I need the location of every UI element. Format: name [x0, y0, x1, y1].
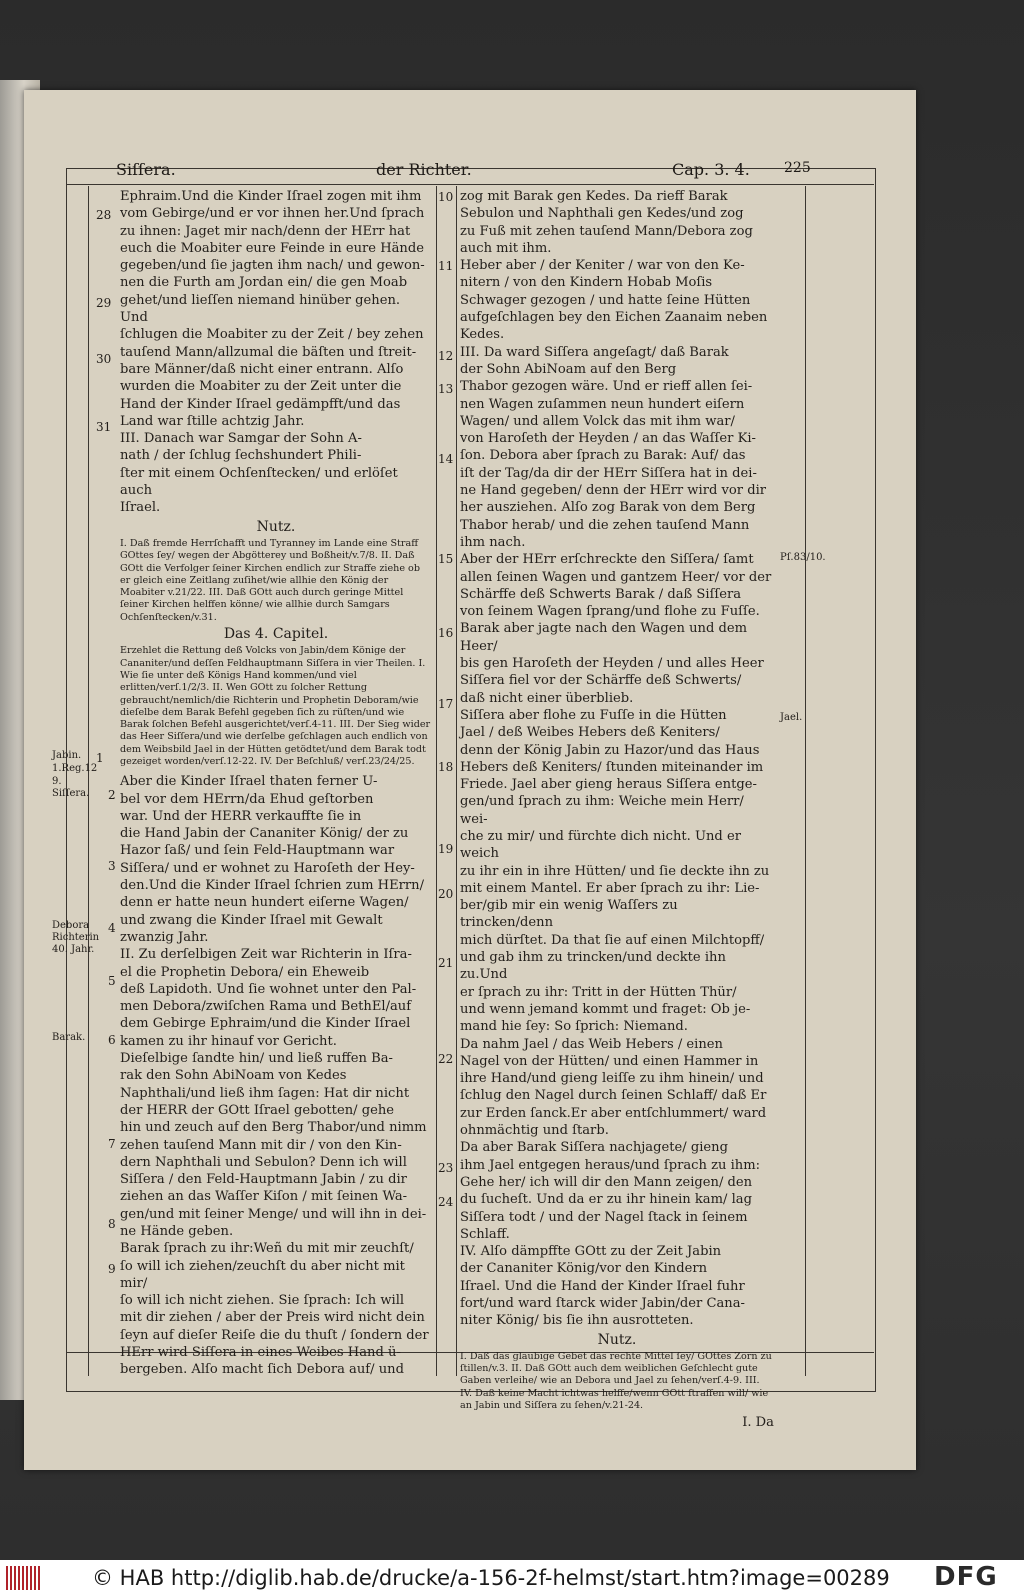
- text-line: men Debora/zwiſchen Rama und BethEl/auf: [120, 999, 412, 1015]
- running-head-right: Cap. 3. 4.: [672, 160, 750, 179]
- text-line: HErr wird Siſſera in eines Weibes Hand ü-: [120, 1345, 401, 1361]
- verse-number: 17: [438, 697, 454, 711]
- verse-number: 22: [438, 1052, 454, 1066]
- text-line: nen Wagen zuſammen neun hundert eiſern: [460, 396, 745, 412]
- running-head-center: der Richter.: [376, 160, 472, 179]
- text-line: Siſſera todt / und der Nagel ſtack in ſeinem: [460, 1209, 748, 1225]
- verse-number: 4: [108, 921, 116, 935]
- header-rule: [66, 184, 874, 185]
- text-line: Jael / deß Weibes Hebers deß Keniters/: [460, 725, 720, 741]
- text-line: ſo will ich ziehen/zeuchſt du aber nicht mit mir/: [120, 1258, 405, 1291]
- text-line: Schwager gezogen / und hatte ſeine Hütten: [460, 292, 751, 308]
- verse-number: 3: [108, 859, 116, 873]
- text-line: Land war ſtille achtzig Jahr.: [120, 413, 305, 429]
- text-line: vom Gebirge/und er vor ihnen her.Und ſprach: [120, 206, 425, 222]
- right-column: [460, 188, 774, 1432]
- text-line: Siſſera / den Feld-Hauptmann Jabin / zu dir: [120, 1172, 407, 1188]
- text-line: Thabor gezogen wäre. Und er rieff allen ſei-: [460, 379, 753, 395]
- verse-number: 14: [438, 452, 454, 466]
- text-line: allen ſeinen Wagen und gantzem Heer/ vor der: [460, 569, 772, 585]
- margin-note: Siſſera.: [52, 788, 90, 799]
- text-line: gen/und ſprach zu ihm: Weiche mein Herr/ wei-: [460, 794, 744, 827]
- text-line: Siſſera aber flohe zu Fuſſe in die Hütten: [460, 707, 727, 723]
- verse-number: 11: [438, 259, 454, 273]
- text-line: gen/und mit ſeiner Menge/ und will ihn in dei-: [120, 1206, 427, 1222]
- text-line: bis gen Haroſeth der Heyden / und alles Heer: [460, 656, 764, 672]
- text-line: gehet/und lieſſen niemand hinüber gehen. Und: [120, 292, 401, 326]
- text-line: Naphthali/und ließ ihm ſagen: Hat dir nicht: [120, 1085, 410, 1101]
- text-line: nath / der ſchlug ſechshundert Phili-: [120, 448, 362, 464]
- nutz-text-2: I. Daß das glaubige Gebet das rechte Mittel ſey/ GOttes Zorn zu ſtillen/v.3. II. Daß GOtt auch dem weiblichen Geſchlecht gute Gaben verleihe/ wie an Debora und Jael zu ſehen/verſ.4-9. III. IV. Daß keine Macht ichtwas helffe/wenn GOtt ſtraffen will/ wie an Jabin und Siſſera zu ſehen/v.21-24.: [460, 1350, 772, 1412]
- text-line: Dieſelbige ſandte hin/ und ließ ruffen Ba-: [120, 1051, 393, 1067]
- text-line: auch mit ihm.: [460, 240, 552, 256]
- text-line: zwanzig Jahr.: [120, 929, 209, 945]
- text-line: mit dir ziehen / aber der Preis wird nicht dein: [120, 1310, 425, 1326]
- book-page: [24, 90, 916, 1470]
- text-line: Aber die Kinder Iſrael thaten ferner U-: [120, 774, 378, 790]
- text-line: her ausziehen. Alſo zog Barak von dem Berg: [460, 500, 756, 516]
- verse-number: 18: [438, 760, 454, 774]
- text-line: Iſrael.: [120, 500, 161, 516]
- catchword: I. Da: [742, 1415, 774, 1431]
- barcode-icon: [6, 1566, 42, 1590]
- text-line: Nagel von der Hütten/ und einen Hammer in: [460, 1053, 759, 1069]
- margin-note: Jael.: [780, 712, 803, 723]
- running-head-left: Siſſera.: [116, 160, 176, 179]
- margin-note: 40. Jahr.: [52, 944, 95, 955]
- text-line: Iſrael. Und die Hand der Kinder Iſrael fuhr: [460, 1278, 745, 1294]
- text-line: Hebers deß Keniters/ ſtunden miteinander im: [460, 759, 764, 775]
- text-line: ohnmächtig und ſtarb.: [460, 1123, 609, 1139]
- text-line: zu ihr ein in ihre Hütten/ und ſie deckte ihn zu: [460, 863, 770, 879]
- text-line: ſter mit einem Ochſenſtecken/ und erlöſet auch: [120, 465, 398, 499]
- left-column-lines: [120, 188, 432, 517]
- column-divider-left: [436, 186, 437, 1376]
- text-line: iſt der Tag/da dir der HErr Siſſera hat in dei-: [460, 465, 757, 481]
- verse-number: 7: [108, 1137, 116, 1151]
- text-line: zur Erden ſanck.Er aber entſchlummert/ ward: [460, 1105, 767, 1121]
- margin-note: Richterin: [52, 932, 100, 943]
- text-line: von Haroſeth der Heyden / an das Waſſer Ki-: [460, 431, 756, 447]
- verse-number: 28: [96, 208, 112, 222]
- text-line: dem Gebirge Ephraim/und die Kinder Iſrael: [120, 1016, 411, 1032]
- text-line: der Cananiter König/vor den Kindern: [460, 1261, 708, 1277]
- text-line: ſchlugen die Moabiter zu der Zeit / bey zehen: [120, 327, 424, 343]
- text-line: der Sohn AbiNoam auf den Berg: [460, 361, 677, 377]
- chapter-title: Das 4. Capitel.: [223, 626, 329, 643]
- verse-number: 23: [438, 1161, 454, 1175]
- text-line: fort/und ward ſtarck wider Jabin/der Cana-: [460, 1296, 745, 1311]
- margin-note: Debora: [52, 920, 90, 931]
- text-line: Hand der Kinder Iſrael gedämpfft/und das: [120, 396, 401, 412]
- text-line: zog mit Barak gen Kedes. Da rieff Barak: [460, 189, 728, 204]
- text-line: tauſend Mann/allzumal die bäſten und ſtreit-: [120, 344, 417, 360]
- text-line: ſo will ich nicht ziehen. Sie ſprach: Ich will: [120, 1293, 405, 1309]
- text-line: euch die Moabiter eure Feinde in eure Hände: [120, 240, 424, 256]
- verse-number: 5: [108, 974, 116, 988]
- text-line: wurden die Moabiter zu der Zeit unter die: [120, 379, 402, 395]
- margin-note: 9.: [52, 776, 62, 787]
- text-line: nen die Furth am Jordan ein/ die gen Moab: [120, 275, 408, 291]
- text-line: aufgeſchlagen bey den Eichen Zaanaim neben: [460, 310, 768, 326]
- text-line: ne Hände geben.: [120, 1224, 234, 1239]
- text-line: zu ihnen: Jaget mir nach/denn der HErr hat: [120, 223, 411, 239]
- text-line: Kedes.: [460, 327, 505, 343]
- text-line: mich dürſtet. Da that ſie auf einen Milchtopff/: [460, 932, 765, 948]
- text-line: von ſeinem Wagen ſprang/und flohe zu Fuſſe.: [460, 604, 760, 620]
- text-line: Wagen/ und allem Volck das mit ihm war/: [460, 413, 735, 429]
- text-line: nitern / von den Kindern Hobab Moſis: [460, 275, 713, 291]
- text-line: IV. Alſo dämpffte GOtt zu der Zeit Jabin: [460, 1244, 722, 1260]
- footer-credit[interactable]: © HAB http://diglib.hab.de/drucke/a-156-2f-helmst/start.htm?image=00289: [92, 1566, 890, 1590]
- text-line: Siſſera fiel vor der Schärffe deß Schwerts/: [460, 673, 742, 689]
- text-line: ihm Jael entgegen heraus/und ſprach zu ihm:: [460, 1157, 761, 1173]
- text-line: III. Da ward Siſſera angeſagt/ daß Barak: [460, 344, 729, 360]
- verse-number: 20: [438, 887, 454, 901]
- column-divider-right: [456, 186, 457, 1376]
- verse-number: 19: [438, 842, 454, 856]
- text-line: deß Lapidoth. Und ſie wohnet unter den Pal-: [120, 981, 417, 997]
- text-line: che zu mir/ und fürchte dich nicht. Und er weich: [460, 828, 741, 862]
- text-line: ihm nach.: [460, 534, 526, 550]
- verse-number: 12: [438, 349, 454, 363]
- chapter-summary: Erzehlet die Rettung deß Volcks von Jabin/dem Könige der Cananiter/und deſſen Feldhauptmann Siſſera in vier Theilen. I. Wie ſie unter deß Königs Hand kommen/und viel erlitten/verſ.1/2/3. II. Wen GOtt zu ſolcher Rettung gebraucht/nemlich/die Richterin und Prophetin Deboram/wie dieſelbe dem Barak Befehl gegeben ſich zu rüſten/und wie Barak ſolchen Befehl ausgerichtet/verſ.4-11. III. Der Sieg wider das Heer Siſſera/und wie derſelbe geſchlagen auch endlich von dem Weibsbild Jael in der Hütten getödtet/und dem Barak todt gezeiget worden/verſ.12-22. IV. Der Beſchluß/ verſ.23/24/25.: [120, 645, 431, 767]
- text-line: zu Fuß mit zehen tauſend Mann/Debora zog: [460, 223, 753, 239]
- text-line: zehen tauſend Mann mit dir / von den Kin-: [120, 1137, 402, 1153]
- text-line: und wenn jemand kommt und fraget: Ob je-: [460, 1001, 751, 1017]
- text-line: bare Männer/daß nicht einer entrann. Alſo: [120, 361, 404, 377]
- text-line: Ephraim.Und die Kinder Iſrael zogen mit ihm: [120, 189, 422, 204]
- text-line: Schärffe deß Schwerts Barak / daß Siſſera: [460, 586, 742, 602]
- text-line: kamen zu ihr hinauf vor Gericht.: [120, 1033, 337, 1049]
- text-line: die Hand Jabin der Cananiter König/ der zu: [120, 826, 409, 842]
- text-line: Siſſera/ und er wohnet zu Haroſeth der Hey-: [120, 860, 415, 876]
- verse-number: 13: [438, 382, 454, 396]
- text-line: denn der König Jabin zu Hazor/und das Haus: [460, 742, 760, 758]
- verse-number: 15: [438, 552, 454, 566]
- text-line: ſon. Debora aber ſprach zu Barak: Auf/ das: [460, 448, 746, 464]
- text-line: rak den Sohn AbiNoam von Kedes: [120, 1068, 347, 1084]
- text-line: den.Und die Kinder Iſrael ſchrien zum HErrn/: [120, 878, 425, 894]
- text-line: Gehe her/ ich will dir den Mann zeigen/ den: [460, 1174, 753, 1190]
- text-line: der HERR der GOtt Iſrael gebotten/ gehe: [120, 1102, 395, 1118]
- text-line: war. Und der HERR verkauffte ſie in: [120, 808, 362, 824]
- text-line: dern Naphthali und Sebulon? Denn ich will: [120, 1154, 407, 1170]
- margin-note: Jabin.: [52, 750, 82, 761]
- right-column-lines: [460, 188, 774, 1330]
- text-line: bergeben. Alſo macht ſich Debora auf/ und: [120, 1362, 404, 1378]
- left-column: [120, 188, 432, 1379]
- text-line: mand hie ſey: So ſprich: Niemand.: [460, 1019, 688, 1035]
- text-line: denn er hatte neun hundert eiſerne Wagen/: [120, 895, 409, 911]
- text-line: Schlaff.: [460, 1226, 510, 1242]
- text-line: mit einem Mantel. Er aber ſprach zu ihr: Lie-: [460, 880, 760, 896]
- text-line: Barak ſprach zu ihr:Weñ du mit mir zeuchſt/: [120, 1241, 414, 1257]
- text-line: daß nicht einer überblieb.: [460, 690, 634, 706]
- margin-note: 1.Reg.12: [52, 763, 98, 774]
- verse-number: 16: [438, 626, 454, 640]
- nutz-text-1: I. Daß fremde Herrſchafft und Tyranney im Lande eine Straff GOttes ſey/ wegen der Abgötterey und Boßheit/v.7/8. II. Daß GOtt die Verfolger ſeiner Kirchen endlich zur Straffe ziehe ob er gleich eine Zeitlang zuſihet/wie allhie den König der Moabiter v.21/22. III. Daß GOtt auch durch geringe Mittel ſeiner Kirchen helffen könne/ wie allhie durch Samgars Ochſenſtecken/v.31.: [120, 537, 420, 623]
- text-line: Friede. Jael aber gieng heraus Siſſera entge-: [460, 777, 757, 793]
- verse-number: 31: [96, 420, 112, 434]
- dfg-logo: DFG: [934, 1562, 998, 1592]
- verse-number: 2: [108, 788, 116, 802]
- text-line: bel vor dem HErrn/da Ehud geſtorben: [120, 791, 374, 807]
- text-line: er ſprach zu ihr: Tritt in der Hütten Thür/: [460, 984, 737, 1000]
- text-line: el die Prophetin Debora/ ein Eheweib: [120, 964, 370, 980]
- verse-number: 9: [108, 1262, 116, 1276]
- text-line: ihre Hand/und gieng leiſſe zu ihm hinein/ und: [460, 1071, 764, 1087]
- verse-number: 21: [438, 956, 454, 970]
- verse-number: 8: [108, 1217, 116, 1231]
- footer-bar: [0, 1560, 1024, 1596]
- text-line: ber/gib mir ein wenig Waſſers zu trincken/denn: [460, 898, 678, 931]
- text-line: hin und zeuch auf den Berg Thabor/und nimm: [120, 1120, 427, 1136]
- text-line: und gab ihm zu trincken/und deckte ihn zu.Und: [460, 950, 726, 983]
- text-line: III. Danach war Samgar der Sohn A-: [120, 431, 362, 447]
- text-line: Da aber Barak Siſſera nachjagete/ gieng: [460, 1140, 728, 1156]
- text-line: II. Zu derſelbigen Zeit war Richterin in Iſra-: [120, 947, 412, 963]
- left-column-lines-2: [120, 773, 432, 1378]
- text-line: Thabor herab/ und die zehen tauſend Mann: [460, 517, 750, 533]
- text-line: du ſucheſt. Und da er zu ihr hinein kam/ lag: [460, 1192, 752, 1208]
- nutz-heading-1: Nutz.: [256, 518, 296, 535]
- text-line: niter König/ bis ſie ihn ausrotteten.: [460, 1313, 694, 1329]
- text-line: ſeyn auf dieſer Reiſe die du thuſt / ſondern der: [120, 1327, 429, 1343]
- text-line: Aber der HErr erſchreckte den Siſſera/ ſamt: [460, 552, 754, 568]
- text-line: ſchlug den Nagel durch ſeinen Schlaff/ daß Er: [460, 1088, 767, 1104]
- verse-number: 29: [96, 296, 112, 310]
- text-line: und zwang die Kinder Iſrael mit Gewalt: [120, 912, 383, 928]
- text-line: ziehen an das Waſſer Kiſon / mit ſeinen Wa-: [120, 1189, 408, 1205]
- margin-note: Barak.: [52, 1032, 86, 1043]
- text-line: Sebulon und Naphthali gen Kedes/und zog: [460, 206, 744, 222]
- text-line: ne Hand gegeben/ denn der HErr wird vor dir: [460, 483, 767, 499]
- text-line: Hazor ſaß/ und ſein Feld-Hauptmann war: [120, 843, 395, 859]
- nutz-heading-2: Nutz.: [597, 1331, 637, 1348]
- text-line: Da nahm Jael / das Weib Hebers / einen: [460, 1036, 723, 1052]
- text-line: Heber aber / der Keniter / war von den Ke-: [460, 258, 745, 274]
- verse-number: 24: [438, 1195, 454, 1209]
- verse-number: 10: [438, 190, 454, 204]
- margin-note: Pſ.83/10.: [780, 552, 826, 563]
- text-line: Barak aber jagte nach den Wagen und dem Heer/: [460, 621, 748, 654]
- page-number: 225: [784, 160, 811, 176]
- verse-number: 6: [108, 1033, 116, 1047]
- verse-number: 1: [96, 751, 104, 765]
- text-line: gegeben/und ſie jagten ihm nach/ und gewon-: [120, 258, 425, 274]
- verse-number: 30: [96, 352, 112, 366]
